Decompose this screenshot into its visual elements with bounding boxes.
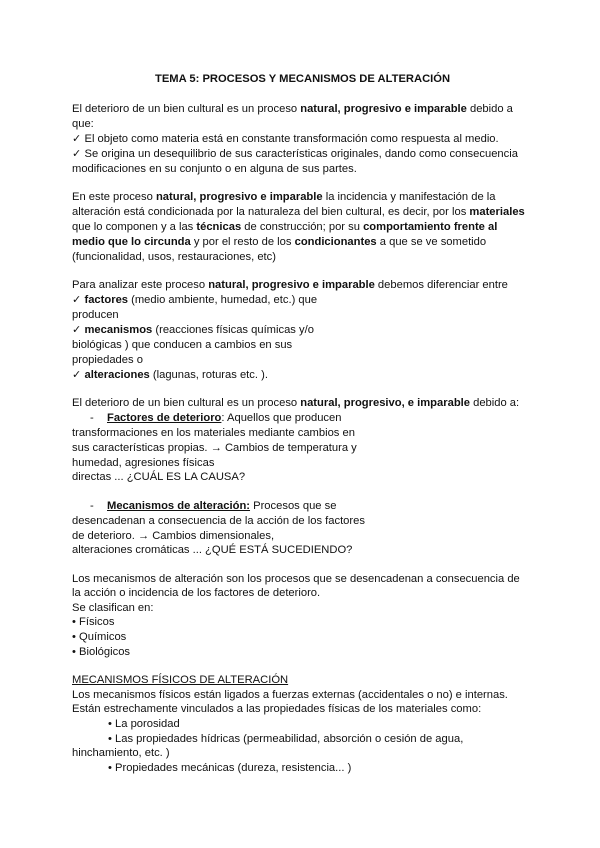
p6-item-3: • Propiedades mecánicas (dureza, resistencia... ) [108,762,352,774]
p2-line-1: En este proceso natural, progresivo e imparable la incidencia y manifestación de la [72,191,496,203]
p3-line-5: biológicas ) que conducen a cambios en sus [72,339,293,351]
section-heading: MECANISMOS FÍSICOS DE ALTERACIÓN [72,674,289,686]
p4-line-1: El deterioro de un bien cultural es un proceso natural, progresivo, e imparable debido a: [72,397,520,409]
p6-line-2: Están estrechamente vinculados a las propiedades físicas de los materiales como: [72,703,482,715]
page-title: TEMA 5: PROCESOS Y MECANISMOS DE ALTERACIÓN [155,73,451,85]
p4-bullet-2-line-2: desencadenan a consecuencia de la acción de los factores [72,515,365,527]
p3-line-3: producen [72,309,119,321]
intro-line-3: ✓ El objeto como materia está en constante transformación como respuesta al medio. [72,133,499,145]
list-item: • Químicos [72,631,127,643]
p4-bullet-1-line-5: directas ... ¿CUÁL ES LA CAUSA? [72,471,246,483]
p2-line-3: que lo componen y a las técnicas de construcción; por su comportamiento frente al [72,221,498,233]
p5-line-1: Los mecanismos de alteración son los procesos que se desencadenan a consecuencia de [72,573,520,585]
p5-line-2: la acción o incidencia de los factores de deterioro. [72,587,321,599]
list-item: • Físicos [72,616,115,628]
p2-line-2: alteración está condicionada por la naturaleza del bien cultural, es decir, por los materiales [72,206,525,218]
p4-bullet-1-line-3: sus características propias. → Cambios de temperatura y [72,442,357,454]
p4-bullet-1-line-2: transformaciones en los materiales mediante cambios en [72,427,355,439]
p3-line-7: ✓ alteraciones (lagunas, roturas etc. ). [72,369,268,381]
p4-bullet-1-dash: - [90,412,94,424]
list-item: • Biológicos [72,646,131,658]
p4-bullet-1-line-4: humedad, agresiones físicas [72,457,215,469]
intro-line-4: ✓ Se origina un desequilibrio de sus características originales, dando como consecuencia [72,148,518,160]
p3-line-4: ✓ mecanismos (reacciones físicas químicas y/o [72,324,314,336]
p6-line-1: Los mecanismos físicos están ligados a fuerzas externas (accidentales o no) e internas. [72,689,508,701]
p4-bullet-2-line-3: de deterioro. → Cambios dimensionales, [72,530,275,542]
intro-line-2: que: [72,118,94,130]
p6-item-2: • Las propiedades hídricas (permeabilidad, absorción o cesión de agua, [108,733,464,745]
p3-line-1: Para analizar este proceso natural, progresivo e imparable debemos diferenciar entre [72,279,508,291]
p3-line-6: propiedades o [72,354,143,366]
p2-line-4: medio que lo circunda y por el resto de los condicionantes a que se ve sometido [72,236,487,248]
intro-line-1: El deterioro de un bien cultural es un proceso natural, progresivo e imparable debido a [72,103,513,115]
p4-bullet-1: Factores de deterioro: Aquellos que producen [107,412,342,424]
p4-bullet-2: Mecanismos de alteración: Procesos que se [107,500,337,512]
intro-line-5: modificaciones en su conjunto o en alguna de sus partes. [72,163,357,175]
p4-bullet-2-dash: - [90,500,94,512]
p5-line-3: Se clasifican en: [72,602,154,614]
p6-item-1: • La porosidad [108,718,180,730]
p2-line-5: (funcionalidad, usos, restauraciones, etc) [72,251,276,263]
p4-bullet-2-line-4: alteraciones cromáticas ... ¿QUÉ ESTÁ SUCEDIENDO? [72,544,353,556]
p6-item-2-cont: hinchamiento, etc. ) [72,747,170,759]
p3-line-2: ✓ factores (medio ambiente, humedad, etc.) que [72,294,318,306]
